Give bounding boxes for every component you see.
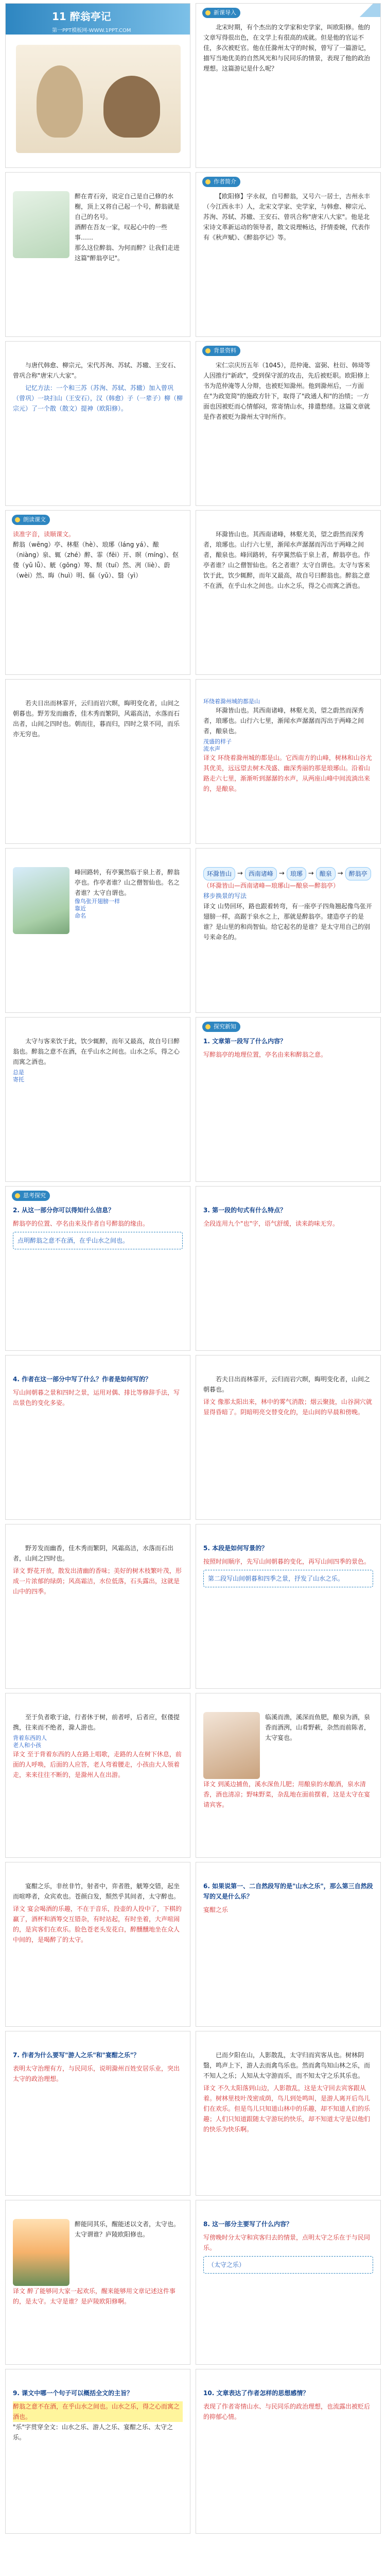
translate-7-source: 临溪而渔，溪深而鱼肥，酿泉为酒，泉香而酒洌，山肴野蔌，杂然而前陈者，太守宴也。	[265, 1714, 371, 1741]
slide-pronunciation[interactable]	[5, 510, 190, 675]
flow-desc: （环滁皆山—西南诸峰—琅琊山—酿泉—醉翁亭）	[203, 882, 340, 889]
translate-1-text: 译文 环绕着滁州城的都是山。它西南方的山峰，树林和山谷尤其优美，远远望去树木茂盛、幽深秀丽的那是琅琊山。沿着山路走六七里，渐渐听到潺潺的水声，从两座山峰中间流淌出来的，是酿泉。	[203, 754, 372, 792]
slide-author[interactable]	[196, 172, 381, 337]
slide-q8[interactable]	[196, 2200, 381, 2365]
flow-label: 移步换景的写法	[203, 892, 247, 900]
arrow-icon: →	[278, 870, 285, 877]
translate-2-source: 峰回路转，有亭翼然临于泉上者，醉翁亭也。作亭者谁？山之僧智仙也。名之者谁？太守自谓也。	[75, 869, 180, 896]
question-3: 3. 第一段的句式有什么特点？	[203, 1207, 287, 1214]
translate-6-text: 译文 至于背着东西的人在路上唱歌，走路的人在树下休息，前面的人呼唤，后面的人应答，老人弯着腰走，小孩由大人领着走，来来往往不断的，是滁州人在出游。	[13, 1751, 182, 1778]
translate-4-text: 译文 像那太阳出来，林中的雾气消散；烟云聚拢，山谷洞穴就显得昏暗了。阴暗明亮交替变化的，是山间的早晨和傍晚。	[203, 1398, 372, 1416]
slide-translate-2[interactable]	[5, 848, 190, 1013]
translate-5-source: 野芳发而幽香，佳木秀而繁阴，风霜高洁，水落而石出者，山间之四时也。	[13, 1545, 174, 1562]
question-1: 1. 文章第一段写了什么内容？	[203, 1038, 287, 1045]
question-7: 7. 作者为什么要写"游人之乐"和"宴酣之乐"？	[13, 2052, 140, 2059]
translate-10-text: 译文 醉了能够同大家一起欢乐，醒来能够用文章记述这件事的，是太守。太守是谁？是庐陵欧阳修啊。	[13, 2287, 176, 2305]
answer-3: 全段连用九个"也"字，语气舒缓，读来韵味无穷。	[203, 1220, 339, 1227]
slide-translate-7[interactable]	[196, 1693, 381, 1858]
slide-q1[interactable]	[196, 1017, 381, 1182]
question-8: 8. 这一部分主要写了什么内容？	[203, 2221, 293, 2228]
translate-6-source: 至于负者歌于途，行者休于树，前者呼，后者应，伛偻提携，往来而不绝者，滁人游也。	[13, 1714, 180, 1731]
pronunciation-list: 醉翁（wēng）亭、林壑（hè）、琅琊（láng yá）、酿（niàng）泉、辄（zhé）醉、霏（fēi）开、暝（míng）、伛偻（yǔ lǚ）、觥（gōng）筹、颓（tuí）然、冽（liè）、蔚（wèi）然、晦（huì）明、傴（yǔ）、翳（yì）	[13, 541, 179, 579]
slide-q9[interactable]	[5, 2369, 190, 2534]
slide-q4[interactable]	[5, 1355, 190, 1520]
question-2: 2. 从这一部分你可以得知什么信息？	[13, 1207, 115, 1214]
drunk-text	[75, 191, 183, 263]
answer-1: 写醉翁亭的地理位置，亭名由来和醉翁之意。	[203, 1051, 327, 1058]
flow-step-2: 西南诸峰	[245, 867, 277, 880]
question-6: 6. 如果说第一、二自然段写的是"山水之乐"，那么第三自然段写的又是什么乐？	[203, 1883, 373, 1900]
slide-translate-6[interactable]	[5, 1693, 190, 1858]
tag-think: 思考探究	[12, 1191, 50, 1201]
slide-drunk[interactable]	[5, 172, 190, 337]
translate-10-source: 醉能同其乐，醒能述以文者，太守也。太守谓谁？庐陵欧阳修也。	[75, 2221, 180, 2238]
arrow-icon: →	[337, 870, 343, 877]
drunk-line-1: 醉在青石旁，说定自己是自己修的水榭，顶上又将自己起一个号，醉翁就是自己的名号。	[75, 193, 180, 221]
annot-wing: 像鸟张开翅膀一样	[75, 898, 120, 905]
flow-step-3: 琅琊	[287, 867, 306, 880]
slide-translate-1[interactable]	[196, 679, 381, 844]
answer-8-box: （太守之乐）	[203, 2256, 373, 2274]
translate-8-text: 译文 宴会喝酒的乐趣，不在于音乐，投壶的人投中了，下棋的赢了，酒杯和酒筹交互错杂，有时站起，有时坐着，大声喧闹的，是宾客们在欢乐。脸色苍老头发花白，醉醺醺地坐在众人中间的，是喝醉了的太守。	[13, 1905, 182, 1943]
slide-translate-3[interactable]	[5, 1017, 190, 1182]
slide-q5[interactable]	[196, 1524, 381, 1689]
question-10: 10. 文章表达了作者怎样的思想感情？	[203, 2389, 309, 2397]
sunset-layout	[13, 2219, 183, 2286]
slide-grid	[5, 3, 381, 2576]
slide-translate-10[interactable]	[5, 2200, 190, 2365]
flow-translation: 译文 山势回环，路也跟着转弯，有一座亭子四角翘起像鸟张开翅膀一样，高踞于泉水之上，那就是醉翁亭。建造亭子的是谁？是山里的和尚智仙。给它起名的是谁？是太守用自己的别号来命名的。	[203, 903, 372, 941]
feast-text	[265, 1712, 373, 1779]
annot-near: 靠近	[75, 905, 86, 912]
answer-9-b: "乐"字贯穿全文：山水之乐、游人之乐、宴酣之乐、太守之乐。	[13, 2424, 173, 2441]
pavilion-picture	[13, 867, 69, 934]
paragraph-1-text: 环滁皆山也。其西南诸峰，林壑尤美，望之蔚然而深秀者，琅琊也。山行六七里，渐闻水声潺潺而泻出于两峰之间者，酿泉也。峰回路转，有亭翼然临于泉上者，醉翁亭也。作亭者谁？山之僧智仙也。名之者谁？太守自谓也。太守与客来饮于此，饮少辄醉，而年又最高，故自号曰醉翁也。醉翁之意不在酒，在乎山水之间也。山水之乐，得之心而寓之酒也。	[203, 531, 371, 589]
arrow-icon: →	[237, 870, 243, 877]
slide-eight-masters[interactable]	[5, 341, 190, 506]
question-9: 9. 课文中哪一个句子可以概括全文的主旨？	[13, 2389, 133, 2397]
drunk-layout	[13, 191, 183, 263]
author-text: 【欧阳修】字永叔，自号醉翁，又号六一居士，吉州永丰（今江西永丰）人，北宋文学家、史学家，与韩愈、柳宗元、苏洵、苏轼、苏辙、王安石、曾巩合称"唐宋八大家"。他是北宋诗文革新运动的领导者，散文说理畅达，抒情委婉，代表作有《秋声赋》、《醉翁亭记》等。	[203, 193, 371, 241]
annot-carrier: 背着东西的人	[13, 1735, 47, 1741]
masters-line-1: 与唐代韩愈、柳宗元，宋代苏洵、苏轼、苏辙、王安石、曾巩合称"唐宋八大家"。	[13, 362, 180, 379]
flow-step-5: 醉翁亭	[345, 867, 371, 880]
page-title: 11 醉翁亭记	[52, 10, 111, 23]
feast-layout	[203, 1712, 373, 1779]
drunk-line-3: 那么这位醉翁、为何而醉？让我们走进这篇"醉翁亭记"。	[75, 244, 180, 262]
translate-9-source: 已而夕阳在山，人影散乱，太守归而宾客从也。树林阴翳，鸣声上下，游人去而禽鸟乐也。然而禽鸟知山林之乐，而不知人之乐；人知从太守游而乐，而不知太守之乐其乐也。	[203, 2052, 371, 2079]
slide-translate-8[interactable]	[5, 1862, 190, 2027]
figure-left-icon	[37, 65, 83, 138]
slide-q7[interactable]	[5, 2031, 190, 2196]
tag-background: 背景资料	[202, 346, 240, 356]
answer-6: 宴酣之乐	[203, 1906, 229, 1913]
pronunciation-note: 读准字音，读顺课文。	[13, 531, 75, 538]
scene-flow	[203, 867, 373, 880]
answer-2: 醉翁亭的位置、亭名由来及作者自号醉翁的缘由。	[13, 1220, 149, 1227]
translate-8-source: 宴酣之乐，非丝非竹，射者中，弈者胜，觥筹交错，起坐而喧哗者，众宾欢也。苍颜白发，颓然乎其间者，太守醉也。	[13, 1883, 180, 1900]
translate-4-source: 若夫日出而林霏开，云归而岩穴暝，晦明变化者，山间之朝暮也。	[203, 1376, 371, 1393]
flow-step-1: 环滁皆山	[203, 867, 235, 880]
slide-translate-5[interactable]	[5, 1524, 190, 1689]
tag-explore: 探究新知	[202, 1022, 240, 1032]
answer-7: 表明太守治理有方，与民同乐，说明滁州百姓安居乐业，突出太守的政治理想。	[13, 2065, 180, 2082]
flow-step-4: 酿泉	[316, 867, 336, 880]
translate-1-source: 环滁皆山也。其西南诸峰，林壑尤美，望之蔚然而深秀者，琅琊也。山行六七里，渐闻水声潺潺而泻出于两峰之间者，酿泉也。	[203, 707, 364, 735]
sunset-text	[75, 2219, 183, 2286]
scholar-picture	[13, 191, 69, 258]
page-subtitle: 第一PPT模板网-WWW.1PPT.COM	[52, 28, 131, 33]
slide-q2[interactable]	[5, 1186, 190, 1351]
answer-5: 按照时间顺序，先写山间朝暮的变化，再写山间四季的景色。	[203, 1558, 371, 1565]
background-text: 宋仁宗庆历五年（1045），范仲淹、富弼、杜衍、韩琦等人因推行"新政"，受到保守派的攻击，先后被贬职。欧阳修上书为范仲淹等人分辩，也被贬知滁州。他到滁州后，一方面在"为政宽简"的施政方针下，取得了"政通人和"的治绩；一方面也因被贬而心情郁闷，常寄情山水，排遣愁绪。这篇文章就是作者被贬为滁州太守时所作。	[203, 362, 371, 420]
slide-background[interactable]	[196, 341, 381, 506]
paragraph-2-text: 若夫日出而林霏开，云归而岩穴暝，晦明变化者，山间之朝暮也。野芳发而幽香，佳木秀而繁阴，风霜高洁，水落而石出者，山间之四时也。朝而往，暮而归，四时之景不同，而乐亦无穷也。	[13, 700, 180, 738]
translate-7-text: 译文 到溪边捕鱼，溪水深鱼儿肥；用酿泉的水酿酒，泉水清香，酒也清凉；野味野菜，杂乱地在面前摆着，这是太守在宴请宾客。	[203, 1781, 371, 1808]
translate-3-source: 太守与客来饮于此，饮少辄醉，而年又最高，故自号曰醉翁也。醉翁之意不在酒，在乎山水之间也。山水之乐，得之心而寓之酒也。	[13, 1038, 180, 1065]
annot-3: 流水声	[203, 745, 220, 752]
figure-right-icon	[103, 76, 160, 138]
masters-line-2: 记忆方法：一个和三苏（苏洵、苏轼、苏辙）加入曾巩（曾巩）一块扫山（王安石），汉（韩愈）子（一辈子）柳（柳宗元）了一个散（散文）提神（欧阳修）。	[13, 384, 183, 412]
answer-4: 写山间朝暮之景和四时之景，运用对偶、排比等修辞手法，写出景色的变化多姿。	[13, 1389, 180, 1406]
pavilion-layout	[13, 867, 183, 934]
drunk-line-2: 酒醉在吾友一家，叹起心中的一些事……	[75, 224, 168, 241]
slide-translate-9[interactable]	[196, 2031, 381, 2196]
answer-5-box: 第二段写山间朝暮和四季之景，抒发了山水之乐。	[203, 1570, 373, 1587]
annot-name: 命名	[75, 912, 86, 919]
title-illustration	[16, 45, 181, 153]
tag-new-lesson: 新课导入	[202, 8, 240, 18]
annot-2: 茂盛的样子	[203, 738, 232, 745]
slide-translate-4[interactable]	[196, 1355, 381, 1520]
arrow-icon: →	[308, 870, 314, 877]
slide-q10[interactable]	[196, 2369, 381, 2534]
answer-10: 表现了作者寄情山水、与民同乐的政治理想，也流露出被贬后的抑郁心情。	[203, 2403, 371, 2420]
slide-paragraph-1[interactable]	[196, 510, 381, 675]
slide-flow[interactable]	[196, 848, 381, 1013]
slide-title[interactable]	[5, 3, 190, 168]
question-5: 5. 本段是如何写景的？	[203, 1545, 268, 1552]
annot-entrust: 寄托	[13, 1076, 24, 1083]
annot-always: 总是	[13, 1069, 24, 1076]
slide-q6[interactable]	[196, 1862, 381, 2027]
translate-5-text: 译文 野花开放，散发出清幽的香味；美好的树木枝繁叶茂，形成一片浓郁的绿荫；风高霜洁，水位低落，石头露出，这就是山中的四季。	[13, 1567, 182, 1595]
pavilion-text	[75, 867, 183, 934]
corner-decoration	[353, 4, 380, 17]
question-4: 4. 作者在这一部分中写了什么？作者是如何写的？	[13, 1376, 152, 1383]
sunset-picture	[13, 2219, 69, 2286]
intro-text: 北宋时期，有个杰出的文学家和史学家，叫欧阳修。他的文章写得很出色，在文学上有很高的成就。但是他的官运不佳，多次被贬官。他在任滁州太守的时候，曾写了一篇游记，描写当地优美的自然风光和与民同乐的情景，表现了他的政治理想。这篇游记是什么呢？	[203, 24, 371, 72]
slide-paragraph-2[interactable]	[5, 679, 190, 844]
annot-elderly: 老人和小孩	[13, 1742, 41, 1749]
annot-1: 环绕着滁州城的都是山	[203, 698, 260, 705]
answer-9: 醉翁之意不在酒，在乎山水之间也。山水之乐，得之心而寓之酒也。	[13, 2401, 183, 2422]
slide-intro[interactable]	[196, 3, 381, 168]
tag-author: 作者简介	[202, 177, 240, 187]
tag-read: 朗读课文	[12, 515, 50, 525]
answer-8: 写傍晚时分太守和宾客归去的情景，点明太守之乐在于与民同乐。	[203, 2234, 371, 2251]
slide-q3[interactable]	[196, 1186, 381, 1351]
answer-2-box: 点明醉翁之意不在酒，在乎山水之间也。	[13, 1232, 183, 1249]
feast-picture	[203, 1712, 260, 1779]
translate-9-text: 译文 不久太阳落到山边，人影散乱，这是太守回去宾客跟从着。树林里枝叶茂密成荫，鸟儿到处鸣叫，是游人离开后鸟儿们在欢乐。但是鸟儿只知道山林中的乐趣，却不知道人们的乐趣；人们只知道跟随太守游玩的快乐，却不知道太守是以他们的快乐为快乐啊。	[203, 2084, 371, 2133]
